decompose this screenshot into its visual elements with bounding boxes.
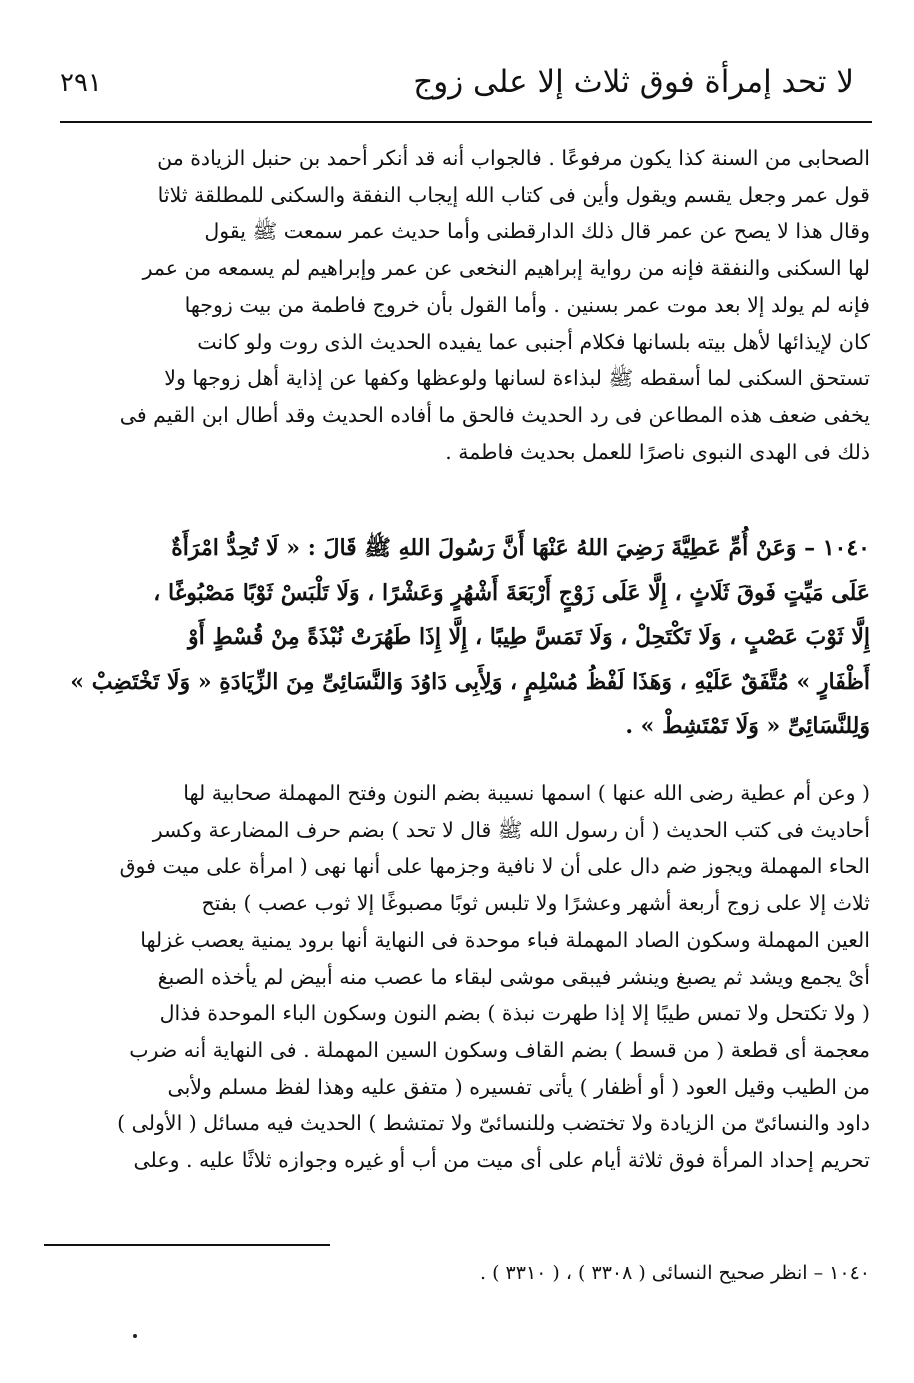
hadith-text bbox=[44, 526, 870, 749]
text-line: العين المهملة وسكون الصاد المهملة فباء موحدة فى النهاية أنها برود يمنية يعصب غزلها bbox=[140, 927, 870, 952]
text-line: ذلك فى الهدى النبوى ناصرًا للعمل بحديث فاطمة . bbox=[445, 439, 870, 464]
text-line: ( وعن أم عطية رضى الله عنها ) اسمها نسيبة بضم النون وفتح المهملة صحابية لها bbox=[183, 781, 870, 805]
text-line: من الطيب وقيل العود ( أو أظفار ) يأتى تفسيره ( متفق عليه وهذا لفظ مسلم ولأبى bbox=[167, 1074, 870, 1099]
stray-mark bbox=[133, 1334, 137, 1338]
running-title: لا تحد إمرأة فوق ثلاث إلا على زوج bbox=[413, 64, 854, 100]
text-line: لها السكنى والنفقة فإنه من رواية إبراهيم النخعى عن عمر وإبراهيم لم يسمعه من عمر bbox=[142, 256, 870, 281]
footnote-rule bbox=[44, 1244, 330, 1246]
text-line: داود والنسائىّ من الزيادة ولا تختضب وللنسائىّ ولا تمتشط ) الحديث فيه مسائل ( الأولى ) bbox=[117, 1111, 870, 1136]
text-line: الحاء المهملة ويجوز ضم دال على أن لا نافية وجزمها على أنها نهى ( امرأة على ميت فوق bbox=[119, 854, 870, 879]
text-line: معجمة أى قطعة ( من قسط ) بضم القاف وسكون السين المهملة . فى النهاية أنه ضرب bbox=[129, 1037, 870, 1062]
commentary-paragraph bbox=[44, 775, 870, 1179]
page-number: ٢٩١ bbox=[60, 68, 102, 98]
text-line: فإنه لم يولد إلا بعد موت عمر بسنين . وأما القول بأن خروج فاطمة من بيت زوجها bbox=[184, 292, 870, 317]
header-rule bbox=[60, 121, 872, 123]
text-line: أىْ يجمع ويشد ثم يصبغ وينشر فيبقى موشى لبقاء ما عصب منه أبيض لم يأخذه الصبغ bbox=[157, 964, 870, 989]
hadith-line: إِلَّا ثَوْبَ عَصْبٍ ، وَلَا تَكْتَحِلْ ، وَلَا تَمَسَّ طِيبًا ، إِلَّا إِذَا طَهُرَتْ نُبْذَةً مِنْ قُسْطٍ أَوْ bbox=[188, 624, 870, 650]
text-line: تستحق السكنى لما أسقطه ﷺ لبذاءة لسانها ولوعظها وكفها عن إذاية أهل زوجها ولا bbox=[164, 366, 870, 391]
hadith-line: أَظْفَارٍ » مُتَّفَقٌ عَلَيْهِ ، وَهَذَا لَفْظُ مُسْلِمٍ ، وَلِأَبِى دَاوُدَ وَالنَّسَائِىِّ مِنَ الزِّيَادَةِ « وَلَا تَخْتَضِبْ » bbox=[70, 668, 870, 695]
text-line: الصحابى من السنة كذا يكون مرفوعًا . فالجواب أنه قد أنكر أحمد بن حنبل الزيادة من bbox=[157, 146, 870, 170]
hadith-line: عَلَى مَيِّتٍ فَوقَ ثَلَاثٍ ، إِلَّا عَلَى زَوْجٍ أَرْبَعَةَ أَشْهُرٍ وَعَشْرًا ، وَلَا تَلْبَسْ ثَوْبًا مَصْبُوغًا ، bbox=[153, 579, 870, 606]
text-line: ثلاث إلا على زوج أربعة أشهر وعشرًا ولا تلبس ثوبًا مصبوغًا إلا ثوب عصب ) بفتح bbox=[201, 891, 870, 916]
page-header bbox=[60, 64, 854, 110]
footnote: ١٠٤٠ – انظر صحيح النسائى ( ٣٣٠٨ ) ، ( ٣٣١٠ ) . bbox=[480, 1262, 870, 1284]
text-line: ( ولا تكتحل ولا تمس طيبًا إلا إذا طهرت نبذة ) بضم النون وسكون الباء الموحدة فذال bbox=[159, 1001, 870, 1026]
hadith-line: ١٠٤٠ – وَعَنْ أُمِّ عَطِيَّةَ رَضِيَ اللهُ عَنْهَا أَنَّ رَسُولَ اللهِ ﷺ قَالَ : « لَا تُحِدُّ امْرَأَةٌ bbox=[171, 535, 870, 561]
text-line: يخفى ضعف هذه المطاعن فى رد الحديث فالحق ما أفاده الحديث وقد أطال ابن القيم فى bbox=[119, 402, 870, 427]
text-line: أحاديث فى كتب الحديث ( أن رسول الله ﷺ قال لا تحد ) بضم حرف المضارعة وكسر bbox=[152, 817, 870, 842]
text-line: وقال هذا لا يصح عن عمر قال ذلك الدارقطنى وأما حديث عمر سمعت ﷺ يقول bbox=[204, 219, 870, 244]
commentary-previous-paragraph bbox=[44, 140, 870, 470]
text-line: كان لإيذائها لأهل بيته بلسانها فكلام أجنبى عما يفيده الحديث الذى روت ولو كانت bbox=[197, 329, 870, 354]
text-line: قول عمر وجعل يقسم ويقول وأين فى كتاب الله إيجاب النفقة والسكنى للمطلقة ثلاثا bbox=[157, 182, 870, 207]
hadith-line: وَلِلنَّسَائِىِّ « وَلَا تَمْتَشِطْ » . bbox=[625, 713, 870, 739]
text-line: تحريم إحداد المرأة فوق ثلاثة أيام على أى ميت من أب أو غيره وجوازه ثلاثًا عليه . وعلى bbox=[133, 1148, 870, 1173]
